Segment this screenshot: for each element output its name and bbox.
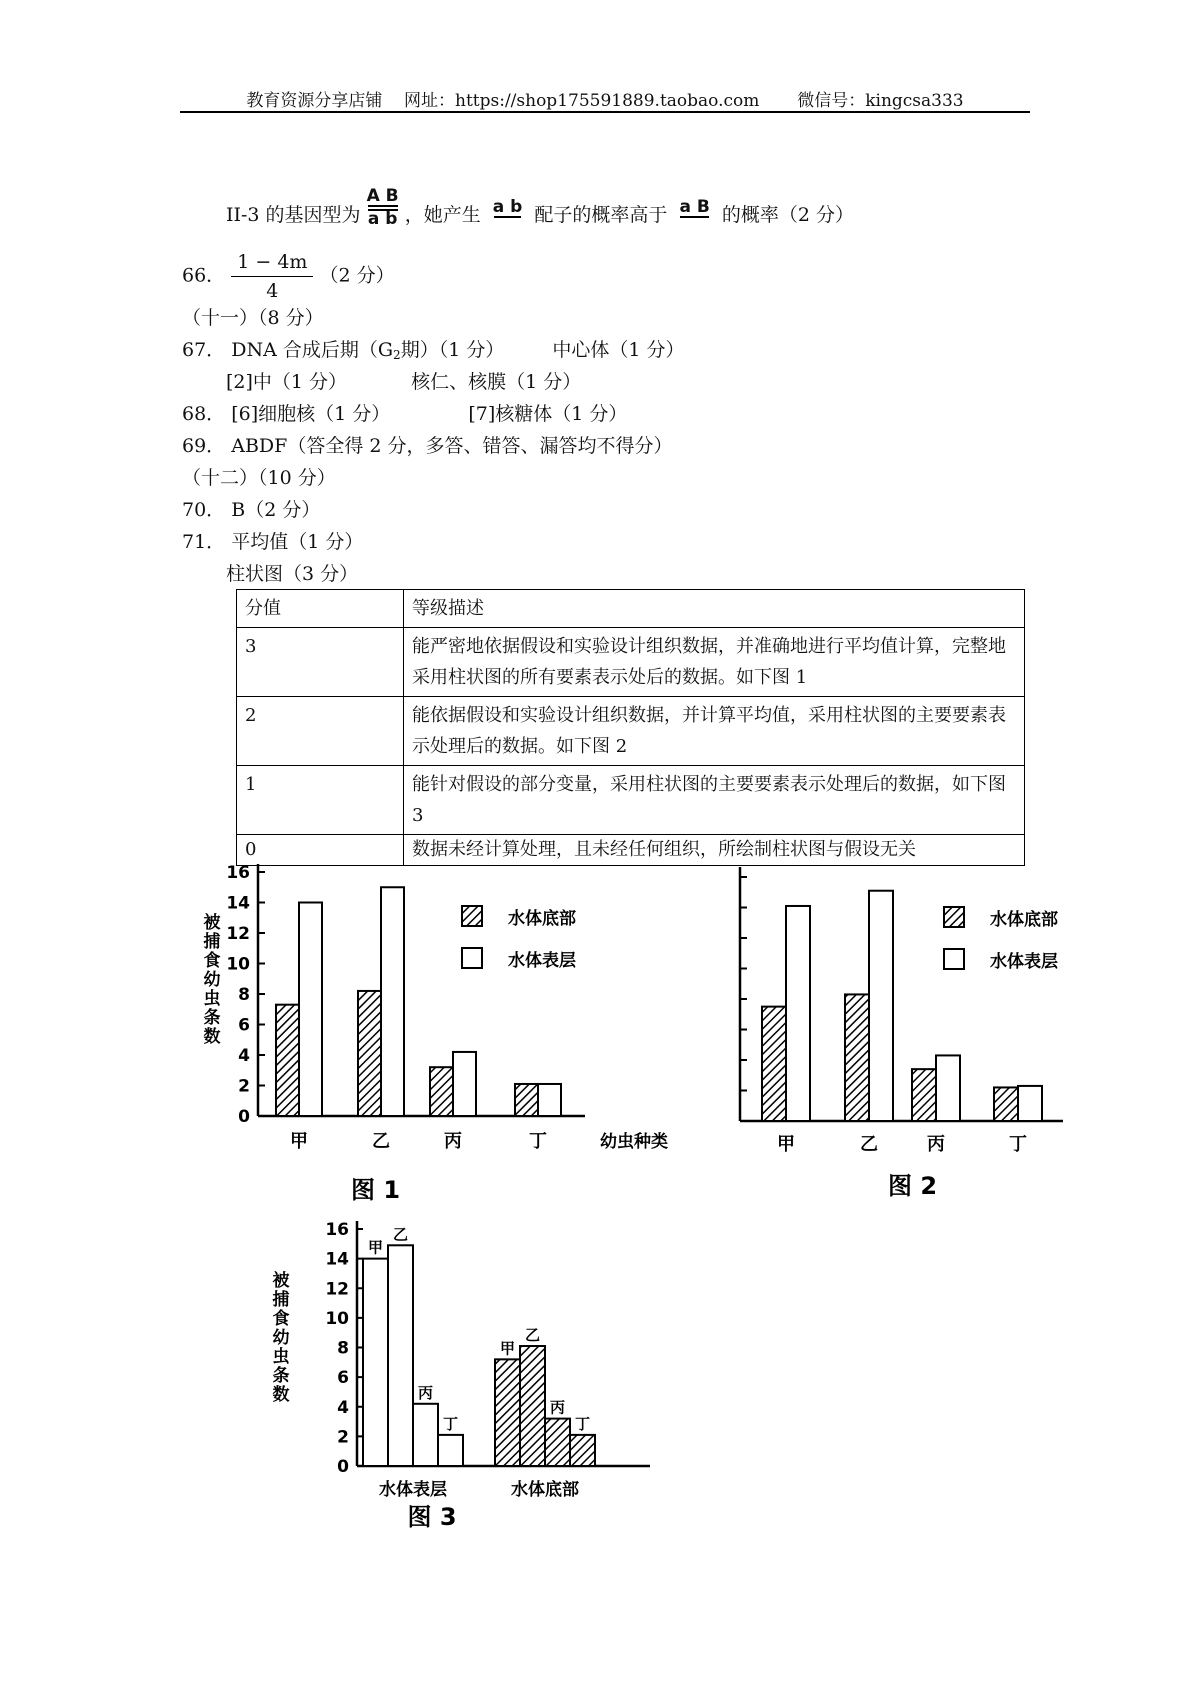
q66-score: （2 分） xyxy=(319,264,395,287)
y-tick-label: 8 xyxy=(238,985,250,1005)
x-tick-label: 丁 xyxy=(529,1131,547,1152)
x-tick-label: 甲 xyxy=(777,1134,795,1155)
q67-a4: 核仁、核膜（1 分） xyxy=(411,371,582,393)
bar-surface xyxy=(1018,1086,1042,1121)
q66-numerator: 1 − 4m xyxy=(231,248,313,277)
rubric-desc: 能针对假设的部分变量，采用柱状图的主要要素表示处理后的数据，如下图 3 xyxy=(404,766,1025,835)
q68-a1: [6]细胞核（1 分） xyxy=(231,403,391,425)
bar-surface xyxy=(413,1404,438,1466)
bar-bottom xyxy=(845,994,869,1121)
y-tick-label: 8 xyxy=(337,1338,349,1359)
section-12-heading: （十二）（10 分） xyxy=(182,467,336,489)
bar-surface xyxy=(299,903,322,1117)
q71-number: 71． xyxy=(182,531,226,553)
y-tick-label: 2 xyxy=(337,1427,349,1448)
x-tick-label: 甲 xyxy=(290,1131,308,1152)
y-tick-label: 6 xyxy=(337,1368,349,1389)
bar-bottom xyxy=(994,1087,1018,1121)
legend-label-bottom: 水体底部 xyxy=(508,909,576,929)
figure-2 xyxy=(740,867,1063,1200)
x-tick-label: 乙 xyxy=(860,1134,878,1155)
gamete-ab-text: a b xyxy=(492,196,523,217)
legend-swatch-bottom xyxy=(944,907,964,927)
bar-label: 丁 xyxy=(442,1414,459,1433)
bar-bottom xyxy=(358,991,381,1116)
q68-a2: [7]核糖体（1 分） xyxy=(468,403,628,425)
group-label: 水体表层 xyxy=(379,1480,447,1500)
section-11-heading: （十一）（8 分） xyxy=(182,307,324,329)
rubric-header-score: 分值 xyxy=(237,590,404,628)
bar-bottom xyxy=(762,1007,786,1121)
bar-surface xyxy=(786,906,810,1121)
bar-surface xyxy=(388,1245,413,1466)
q70-a1: B（2 分） xyxy=(231,499,321,521)
genotype-mid2: 配子的概率高于 xyxy=(534,204,668,226)
y-tick-label: 4 xyxy=(238,1046,250,1066)
q67-a3: [2]中（1 分） xyxy=(226,371,348,393)
figure-caption: 图 3 xyxy=(407,1503,457,1531)
y-tick-label: 14 xyxy=(325,1249,349,1270)
genotype-suffix: 的概率（2 分） xyxy=(721,204,854,226)
bar-label: 丙 xyxy=(417,1383,434,1402)
q68-number: 68． xyxy=(182,403,226,425)
bar-surface xyxy=(936,1055,960,1121)
q67-a1-pre: DNA 合成后期（G xyxy=(231,339,394,361)
wechat-id: kingcsa333 xyxy=(865,91,964,111)
bar-surface xyxy=(381,887,404,1116)
rubric-header-desc: 等级描述 xyxy=(404,590,1025,628)
genotype-prefix: II-3 的基因型为 xyxy=(226,204,361,226)
legend-swatch-surface xyxy=(944,949,964,969)
legend-swatch-bottom xyxy=(462,906,482,926)
figure-caption: 图 2 xyxy=(888,1172,938,1200)
bar-label: 乙 xyxy=(524,1326,541,1345)
y-axis-label: 被捕食幼虫条数 xyxy=(272,1271,290,1405)
figure-caption: 图 1 xyxy=(351,1176,401,1204)
gamete-aB-text: a B xyxy=(679,196,710,217)
y-tick-label: 0 xyxy=(337,1457,349,1477)
y-tick-label: 12 xyxy=(226,924,250,944)
bar-surface xyxy=(363,1259,388,1466)
q67-a1-post: 期）（1 分） xyxy=(400,339,505,361)
x-tick-label: 乙 xyxy=(372,1131,390,1152)
bar-surface xyxy=(438,1435,463,1466)
bar-bottom xyxy=(912,1069,936,1121)
q70-number: 70． xyxy=(182,499,226,521)
y-tick-label: 0 xyxy=(238,1107,250,1127)
legend-label-surface: 水体表层 xyxy=(508,951,576,971)
rubric-desc: 能依据假设和实验设计组织数据，并计算平均值，采用柱状图的主要要素表示处理后的数据。如下图 2 xyxy=(404,697,1025,766)
bar-label: 丙 xyxy=(549,1398,566,1417)
q71-line2: 柱状图（3 分） xyxy=(226,563,359,585)
bar-bottom xyxy=(430,1067,453,1116)
genotype-top: A B xyxy=(366,186,399,206)
q71-a1: 平均值（1 分） xyxy=(231,531,364,553)
bar-bottom xyxy=(515,1084,538,1116)
x-tick-label: 丙 xyxy=(927,1134,945,1155)
bar-bottom xyxy=(495,1359,520,1466)
x-tick-label: 丁 xyxy=(1009,1134,1027,1155)
rubric-score: 0 xyxy=(237,835,404,866)
x-tick-label: 丙 xyxy=(444,1131,462,1152)
site-label: 网址： xyxy=(404,91,455,111)
wechat-label: 微信号： xyxy=(797,91,866,111)
legend-swatch-surface xyxy=(462,948,482,968)
figure-1 xyxy=(203,863,669,1204)
x-axis-label: 幼虫种类 xyxy=(600,1132,668,1152)
bar-surface xyxy=(538,1084,561,1116)
legend-label-surface: 水体表层 xyxy=(990,952,1058,972)
bar-label: 甲 xyxy=(367,1238,384,1257)
bar-label: 丁 xyxy=(574,1414,591,1433)
q69-number: 69． xyxy=(182,435,226,457)
bar-bottom xyxy=(520,1346,545,1466)
bar-surface xyxy=(453,1052,476,1116)
q69-a1: ABDF（答全得 2 分，多答、错答、漏答均不得分） xyxy=(231,435,673,457)
bar-label: 乙 xyxy=(392,1225,409,1244)
rubric-desc: 数据未经计算处理，且未经任何组织，所绘制柱状图与假设无关 xyxy=(404,835,1025,866)
group-label: 水体底部 xyxy=(511,1480,579,1500)
bar-bottom xyxy=(570,1435,595,1466)
bar-bottom xyxy=(545,1419,570,1466)
genotype-bottom: a b xyxy=(367,209,398,229)
bar-surface xyxy=(869,891,893,1121)
q67-a2: 中心体（1 分） xyxy=(552,339,685,361)
rubric-score: 2 xyxy=(237,697,404,766)
y-axis-label: 被捕食幼虫条数 xyxy=(203,913,221,1047)
genotype-mid1: ，她产生 xyxy=(404,204,481,226)
figure-3 xyxy=(272,1220,651,1531)
q67-a1-sub: 2 xyxy=(393,348,401,362)
bar-label: 甲 xyxy=(499,1339,516,1358)
bar-bottom xyxy=(276,1005,299,1116)
y-tick-label: 10 xyxy=(226,954,250,975)
y-tick-label: 6 xyxy=(238,1015,250,1036)
y-tick-label: 2 xyxy=(238,1076,250,1097)
shop-name: 教育资源分享店铺 xyxy=(246,91,383,111)
q67-number: 67． xyxy=(182,339,226,361)
rubric-desc: 能严密地依据假设和实验设计组织数据，并准确地进行平均值计算，完整地采用柱状图的所有要素表示处后的数据。如下图 1 xyxy=(404,628,1025,697)
site-url[interactable]: https://shop175591889.taobao.com xyxy=(455,91,760,111)
y-tick-label: 14 xyxy=(226,893,250,914)
q66-number: 66． xyxy=(182,264,226,287)
rubric-score: 3 xyxy=(237,628,404,697)
y-tick-label: 4 xyxy=(337,1397,349,1418)
legend-label-bottom: 水体底部 xyxy=(990,910,1058,930)
y-tick-label: 10 xyxy=(325,1308,349,1329)
y-tick-label: 16 xyxy=(226,863,250,883)
q66-denominator: 4 xyxy=(266,280,279,302)
y-tick-label: 12 xyxy=(325,1279,349,1300)
rubric-score: 1 xyxy=(237,766,404,835)
y-tick-label: 16 xyxy=(325,1220,349,1240)
